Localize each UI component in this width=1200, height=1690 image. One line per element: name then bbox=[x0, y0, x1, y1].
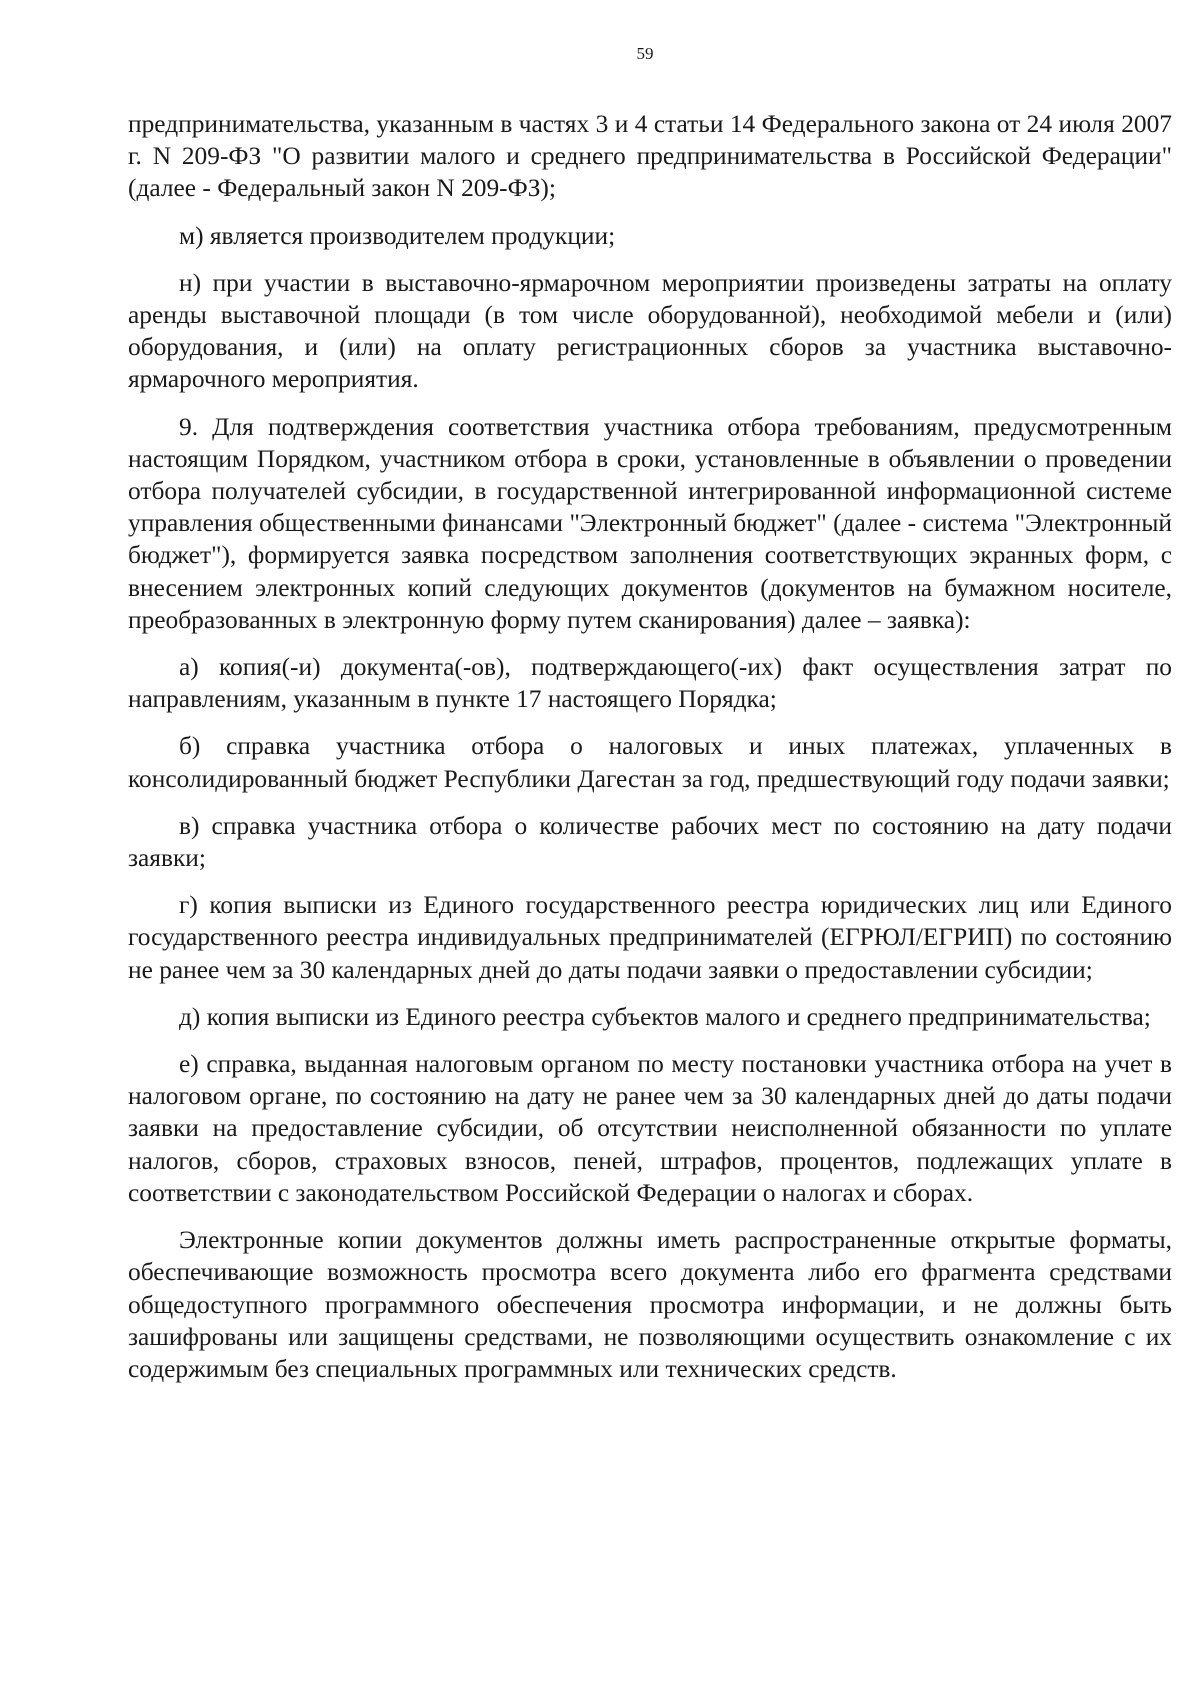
page-number: 59 bbox=[636, 44, 654, 63]
paragraph-item-g: г) копия выписки из Единого государственного реестра юридических лиц или Единого государственного реестра индивидуальных предпринимателей (ЕГРЮЛ/ЕГРИП) по состоянию не ранее чем за 30 календарных дней до даты подачи заявки о предоставлении субсидии; bbox=[128, 891, 1172, 984]
paragraph-continuation: предпринимательства, указанным в частях 3 и 4 статьи 14 Федерального закона от 24 июля 2007 г. N 209-ФЗ "О развитии малого и среднего предпринимательства в Российской Федерации" (далее - Федеральный закон N 209-ФЗ); bbox=[128, 110, 1172, 203]
paragraph-item-b: б) справка участника отбора о налоговых и иных платежах, уплаченных в консолидированный бюджет Республики Дагестан за год, предшествующий году подачи заявки; bbox=[128, 732, 1172, 793]
paragraph-item-e: е) справка, выданная налоговым органом по месту постановки участника отбора на учет в налоговом органе, по состоянию на дату не ранее чем за 30 календарных дней до даты подачи заявки на предоставление субсидии, об отсутствии неисполненной обязанности по уплате налогов, сборов, страховых взносов, пеней, штрафов, процентов, подлежащих уплате в соответствии с законодательством Российской Федерации о налогах и сборах. bbox=[128, 1050, 1172, 1207]
paragraph-item-a: а) копия(-и) документа(-ов), подтверждающего(-их) факт осуществления затрат по направлениям, указанным в пункте 17 настоящего Порядка; bbox=[128, 653, 1172, 714]
paragraph-section-9: 9. Для подтверждения соответствия участника отбора требованиям, предусмотренным настоящим Порядком, участником отбора в сроки, установленные в объявлении о проведении отбора получателей субсидии, в государственной интегрированной информационной системе управления общественными финансами "Электронный бюджет" (далее - система "Электронный бюджет"), формируется заявка посредством заполнения соответствующих экранных форм, с внесением электронных копий следующих документов (документов на бумажном носителе, преобразованных в электронную форму путем сканирования) далее – заявка): bbox=[128, 412, 1172, 634]
paragraph-item-m: м) является производителем продукции; bbox=[179, 221, 616, 250]
paragraph-item-d: д) копия выписки из Единого реестра субъектов малого и среднего предпринимательства; bbox=[179, 1002, 1151, 1031]
paragraph-item-v: в) справка участника отбора о количестве рабочих мест по состоянию на дату подачи заявки; bbox=[128, 811, 1172, 873]
document-body bbox=[128, 108, 1172, 1400]
paragraph-electronic-copies: Электронные копии документов должны иметь распространенные открытые форматы, обеспечивающие возможность просмотра всего документа либо его фрагмента средствами общедоступного программного обеспечения просмотра информации, и не должны быть зашифрованы или защищены средствами, не позволяющими осуществить ознакомление с их содержимым без специальных программных или технических средств. bbox=[128, 1226, 1172, 1383]
paragraph-item-n: н) при участии в выставочно-ярмарочном мероприятии произведены затраты на оплату аренды выставочной площади (в том числе оборудованной), необходимой мебели и (или) оборудования, и (или) на оплату регистрационных сборов за участника выставочно-ярмарочного мероприятия. bbox=[128, 268, 1172, 394]
